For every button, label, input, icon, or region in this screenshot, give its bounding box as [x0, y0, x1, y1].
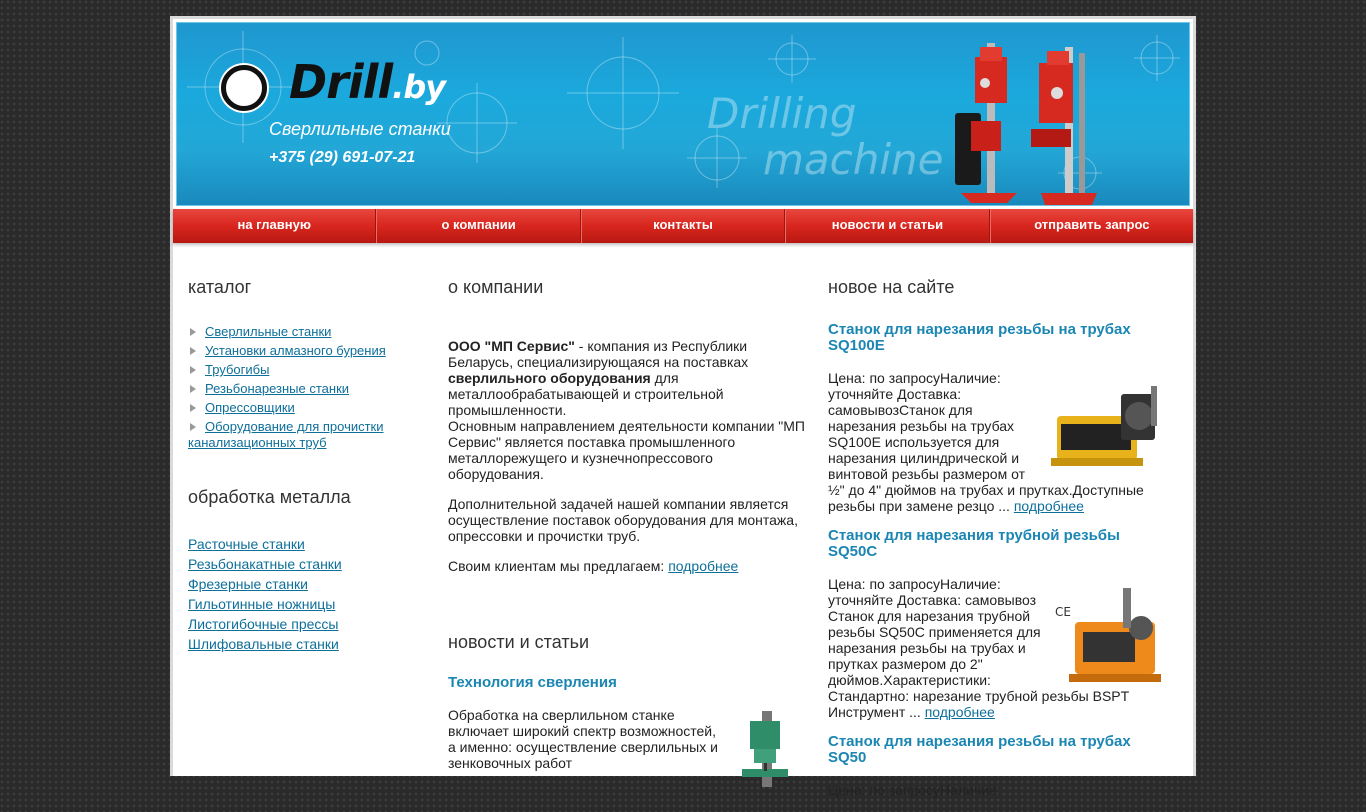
arrow-right-icon — [190, 404, 196, 412]
list-item — [188, 634, 428, 654]
product-title-link[interactable]: Станок для нарезания резьбы на трубах SQ50 — [828, 733, 1131, 766]
article-preview: Обработка на сверлильном станке включает широкий спектр возможностей, а именно: осуществление сверлильных и зенковочных работ — [448, 707, 808, 771]
about-more-link[interactable]: подробнее — [668, 558, 739, 574]
catalog-heading: каталог — [188, 277, 252, 297]
nav-about[interactable]: о компании — [376, 209, 580, 243]
list-item — [188, 324, 428, 340]
catalog-link[interactable]: Сверлильные станки — [205, 324, 332, 339]
page-container — [170, 16, 1196, 798]
article-title-link[interactable]: Технология сверления — [448, 674, 617, 691]
about-paragraph: Своим клиентам мы предлагаем: подробнее — [448, 558, 739, 574]
main-nav — [173, 209, 1193, 243]
about-heading: о компании — [448, 277, 544, 297]
catalog-link[interactable]: Опрессовщики — [205, 400, 295, 415]
nav-news[interactable]: новости и статьи — [785, 209, 989, 243]
product-title-link[interactable]: Станок для нарезания трубной резьбы SQ50C — [828, 527, 1120, 560]
phone-number: +375 (29) 691-07-21 — [269, 149, 416, 166]
metal-heading: обработка металла — [188, 487, 351, 507]
site-header — [176, 22, 1190, 206]
drill-press-thumbnail[interactable] — [728, 707, 808, 787]
list-item — [188, 574, 428, 594]
list-item — [188, 343, 428, 359]
header-watermark: Drilling machine — [707, 89, 944, 184]
logo-target-icon[interactable] — [221, 65, 267, 111]
arrow-right-icon — [190, 385, 196, 393]
metal-link[interactable]: Шлифовальные станки — [188, 636, 339, 652]
catalog-list — [188, 324, 428, 451]
list-item — [188, 594, 428, 614]
product-description: Цена: по запросуНаличие: уточняйте Доставка: самовывоз Станок для нарезания трубной резьбы SQ50C применяется для нарезания резьбы на трубах и прутках размером до 2" дюймов.Характеристики: Стандартно: нарезание трубной резьбы BSPT Инструмент ... подробнее — [828, 576, 1129, 720]
list-item — [188, 554, 428, 574]
nav-contacts[interactable]: контакты — [581, 209, 785, 243]
about-paragraph: Основным направлением деятельности компании "МП Сервис" является поставка промышленного металлорежущего и кузнечнопрессового оборудования. — [448, 418, 805, 482]
metal-link[interactable]: Фрезерные станки — [188, 576, 308, 592]
list-item — [188, 534, 428, 554]
nav-home[interactable]: на главную — [173, 209, 376, 243]
catalog-link[interactable]: Трубогибы — [205, 362, 270, 377]
list-item — [188, 614, 428, 634]
metal-list — [188, 534, 428, 654]
drilling-machine-image — [947, 33, 1147, 207]
product-more-link[interactable]: подробнее — [1013, 498, 1084, 514]
product-description: Цена: по запросуНаличие: — [828, 782, 1001, 798]
middle-column — [448, 277, 808, 787]
about-text — [448, 338, 808, 574]
product-title-link[interactable]: Станок для нарезания резьбы на трубах SQ100E — [828, 321, 1131, 354]
pipe-threader-thumbnail[interactable] — [1051, 376, 1173, 472]
site-logo[interactable]: Drill.by — [289, 55, 446, 109]
metal-link[interactable]: Резьбонакатные станки — [188, 556, 342, 572]
list-item — [828, 734, 1173, 798]
arrow-right-icon — [190, 347, 196, 355]
metal-link[interactable]: Листогибочные прессы — [188, 616, 339, 632]
list-item — [828, 528, 1173, 720]
right-column — [828, 277, 1173, 812]
list-item — [188, 400, 428, 416]
list-item — [188, 381, 428, 397]
news-heading: новости и статьи — [448, 632, 590, 652]
svg-text:CE: CE — [1055, 605, 1071, 619]
new-on-site-heading: новое на сайте — [828, 277, 955, 297]
catalog-link[interactable]: Резьбонарезные станки — [205, 381, 350, 396]
product-more-link[interactable]: подробнее — [924, 704, 995, 720]
list-item — [188, 362, 428, 378]
metal-link[interactable]: Гильотинные ножницы — [188, 596, 336, 612]
arrow-right-icon — [190, 328, 196, 336]
site-tagline: Сверлильные станки — [269, 119, 451, 139]
left-column — [188, 277, 428, 654]
product-description: Цена: по запросуНаличие: уточняйте Доставка: самовывозСтанок для нарезания резьбы на трубах SQ100E используется для нарезания цилиндрической и винтовой резьбы размером от ½" до 4" дюймов на трубах и прутках.Доступные резьбы при замене резцо ... подробнее — [828, 370, 1144, 514]
arrow-right-icon — [190, 366, 196, 374]
metal-link[interactable]: Расточные станки — [188, 536, 305, 552]
about-paragraph: Дополнительной задачей нашей компании является осуществление поставок оборудования для монтажа, опрессовки и прочистки труб. — [448, 496, 798, 544]
list-item — [188, 419, 428, 451]
nav-send-request[interactable]: отправить запрос — [990, 209, 1193, 243]
catalog-link[interactable]: Оборудование для прочистки канализационных труб — [188, 419, 384, 450]
about-paragraph: ООО "МП Сервис" - компания из Республики Беларусь, специализирующаяся на поставках сверлильного оборудования для металлообрабатывающей и строительной промышленности. — [448, 338, 749, 418]
catalog-link[interactable]: Установки алмазного бурения — [205, 343, 386, 358]
arrow-right-icon — [190, 423, 196, 431]
list-item — [828, 322, 1173, 514]
pipe-threader-thumbnail[interactable] — [1053, 582, 1173, 686]
